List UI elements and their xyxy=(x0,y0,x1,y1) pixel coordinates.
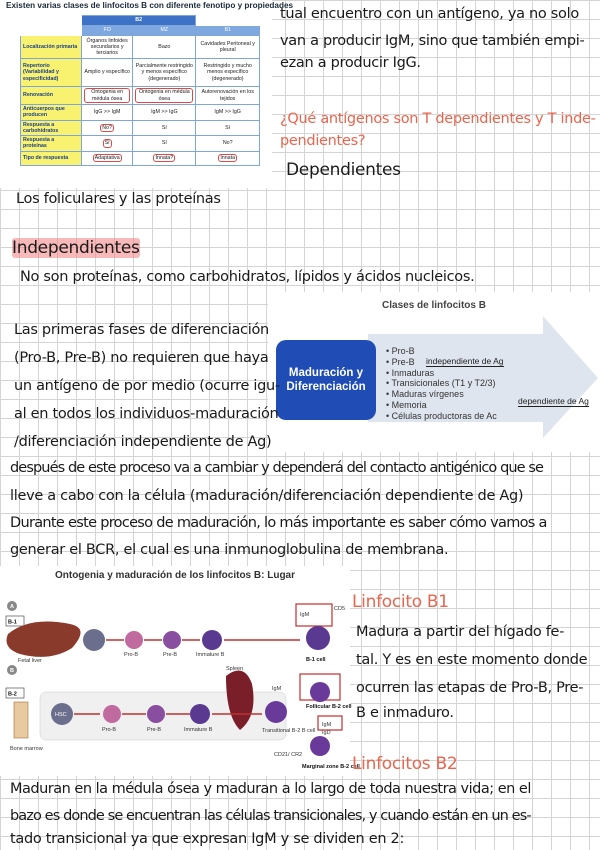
col-fo: FO xyxy=(82,26,133,36)
table-row: Repertorio (Variabilidad y especificidad) Amplio y específico Parcialmente restringido y menos específico (degenerado) Restringido y mucho menos específico (degenerado) xyxy=(21,59,260,87)
note-line: ezan a producir IgG. xyxy=(280,55,421,71)
note-line: tado transicional ya que expresan IgM y se dividen en 2: xyxy=(10,831,405,847)
clases-title: Clases de linfocitos B xyxy=(382,300,486,311)
phenotype-table-image xyxy=(0,0,294,188)
heading-b1: Linfocito B1 xyxy=(352,592,449,612)
igd-label: IgD xyxy=(322,730,331,736)
table-row: Respuesta a carbohidratos No? Sí Sí xyxy=(21,120,260,136)
note-line: Las primeras fases de diferenciación xyxy=(14,322,269,338)
stage-item: • Pre-B xyxy=(386,356,415,367)
transitional-label: Transitional B-2 B cell xyxy=(262,728,316,734)
note-line: lleve a cabo con la célula (maduración/diferenciación dependiente de Ag) xyxy=(10,488,524,504)
pre-b-label-a: Pre-B xyxy=(163,652,178,658)
igm-label-b: IgM xyxy=(272,686,282,692)
table-row: Renovación Ontogenia en médula ósea Ontogenia en médula ósea Autorenovación en los tejidos xyxy=(21,87,260,105)
note-line: Maduran en la médula ósea y maduran a lo largo de toda nuestra vida; en el xyxy=(10,781,531,797)
cd21-label: CD21/ CR2 xyxy=(274,752,303,758)
pro-b-label-b: Pro-B xyxy=(102,727,117,733)
b1-tag: B-1 xyxy=(8,619,17,626)
note-line: /diferenciación independiente de Ag) xyxy=(14,434,272,450)
marginal-zone-cell xyxy=(310,736,330,756)
note-line: bazo es donde se encuentran las células transicionales, y cuando están en un es- xyxy=(10,808,531,824)
note-line: ocurren las etapas de Pro-B, Pre- xyxy=(356,680,584,696)
heading-b2: Linfocitos B2 xyxy=(352,754,458,774)
b1-cell xyxy=(306,626,330,650)
question-line: ¿Qué antígenos son T dependientes y T inde- xyxy=(280,111,596,127)
stage-item: • Inmaduras xyxy=(386,367,435,378)
col-mz: MZ xyxy=(133,26,196,36)
pro-b-cell-b xyxy=(103,705,121,723)
stage-item: • Pro-B xyxy=(386,346,415,356)
col-b1: B1 xyxy=(196,26,260,36)
pre-b-label-b: Pre-B xyxy=(147,727,162,733)
stage-item: • Transicionales (T1 y T2/3) xyxy=(386,378,496,389)
heading-independientes: Independientes xyxy=(12,238,140,258)
table-row: Respuesta a proteínas Sí Sí No? xyxy=(21,136,260,152)
question-line: pendientes? xyxy=(280,133,366,149)
spleen-label: Spleen xyxy=(226,666,244,672)
heading-dependientes: Dependientes xyxy=(286,160,401,180)
follicular-label: Follicular B-2 cell xyxy=(306,704,352,710)
immature-b-cell-b xyxy=(190,704,210,724)
pro-b-cell-a xyxy=(125,631,143,649)
ontogenia-diagram xyxy=(0,566,360,776)
note-line: tual encuentro con un antígeno, ya no solo xyxy=(280,6,579,22)
liver-icon xyxy=(7,619,81,657)
stage-item: • Células productoras de Ac xyxy=(386,410,497,421)
hsc-cell-a xyxy=(83,629,105,651)
maduracion-box: Maduración y Diferenciación xyxy=(276,340,376,420)
b2-tag: B-2 xyxy=(8,691,17,698)
phenotype-table xyxy=(20,15,260,166)
note-line: (Pro-B, Pre-B) no requieren que haya xyxy=(14,350,269,366)
table-row: Localización primaria Órganos linfoides secundarios y terciarios Bazo Cavidades Peritoneal y pleural xyxy=(21,36,260,59)
note-line: después de este proceso va a cambiar y dependerá del contacto antigénico que se xyxy=(10,460,544,476)
clases-diagram xyxy=(268,292,600,452)
independent-label: independiente de Ag xyxy=(426,356,504,366)
note-line: un antígeno de por medio (ocurre igu- xyxy=(14,378,280,394)
igm-label-c: IgM xyxy=(322,722,332,728)
dependent-label: dependiente de Ag xyxy=(518,396,589,406)
cd5-label: CD5 xyxy=(334,606,346,612)
table-row: Tipo de respuesta Adaptativa Innata? Innata xyxy=(21,151,260,165)
note-line: Los foliculares y las proteínas xyxy=(16,191,221,207)
note-line: van a producir IgM, sino que también empi- xyxy=(280,33,585,49)
note-line: No son proteínas, como carbohidratos, lípidos y ácidos nucleicos. xyxy=(20,269,475,285)
stage-item: • Maduras vírgenes xyxy=(386,389,464,400)
pre-b-cell-a xyxy=(163,631,181,649)
immature-b-label-a: Immature B xyxy=(196,652,225,658)
pre-b-cell-b xyxy=(147,705,165,723)
ontogenia-title: Ontogenia y maduración de los linfocitos B: Lugar xyxy=(54,570,296,581)
group-header: B2 xyxy=(82,16,196,26)
hsc-label: HSC xyxy=(55,712,67,718)
immature-b-label-b: Immature B xyxy=(184,727,213,733)
panel-a-label: A xyxy=(10,604,14,610)
igm-label-a: IgM xyxy=(300,612,310,618)
note-line: generar el BCR, el cual es una inmunoglobulina de membrana. xyxy=(10,542,449,558)
pro-b-label-a: Pro-B xyxy=(124,652,139,658)
immature-b-cell-a xyxy=(202,630,222,650)
table-row: Anticuerpos que producen IgG >> IgM IgM >> IgG IgM >> IgG xyxy=(21,105,260,121)
ontogenia-figure xyxy=(0,566,360,776)
note-line: al en todos los individuos-maduración xyxy=(14,406,279,422)
note-line: B e inmaduro. xyxy=(356,705,454,721)
panel-b-label: B xyxy=(10,668,14,674)
note-line: Madura a partir del hígado fe- xyxy=(356,624,565,640)
table-title: Existen varias clases de linfocitos B con diferente fenotipo y propiedades xyxy=(6,1,294,10)
bone-marrow-icon xyxy=(14,702,28,738)
bone-marrow-label: Bone marrow xyxy=(10,746,43,752)
marginal-label: Marginal zone B-2 cell xyxy=(302,764,360,770)
b1-cell-label: B-1 cell xyxy=(306,657,326,663)
stage-item: • Memoria xyxy=(386,399,427,410)
transitional-cell xyxy=(265,701,287,723)
fetal-liver-label: Fetal liver xyxy=(18,658,42,664)
follicular-cell xyxy=(310,682,330,702)
note-line: tal. Y es en este momento donde xyxy=(356,652,588,668)
note-line: Durante este proceso de maduración, lo más importante es saber cómo vamos a xyxy=(10,515,547,531)
